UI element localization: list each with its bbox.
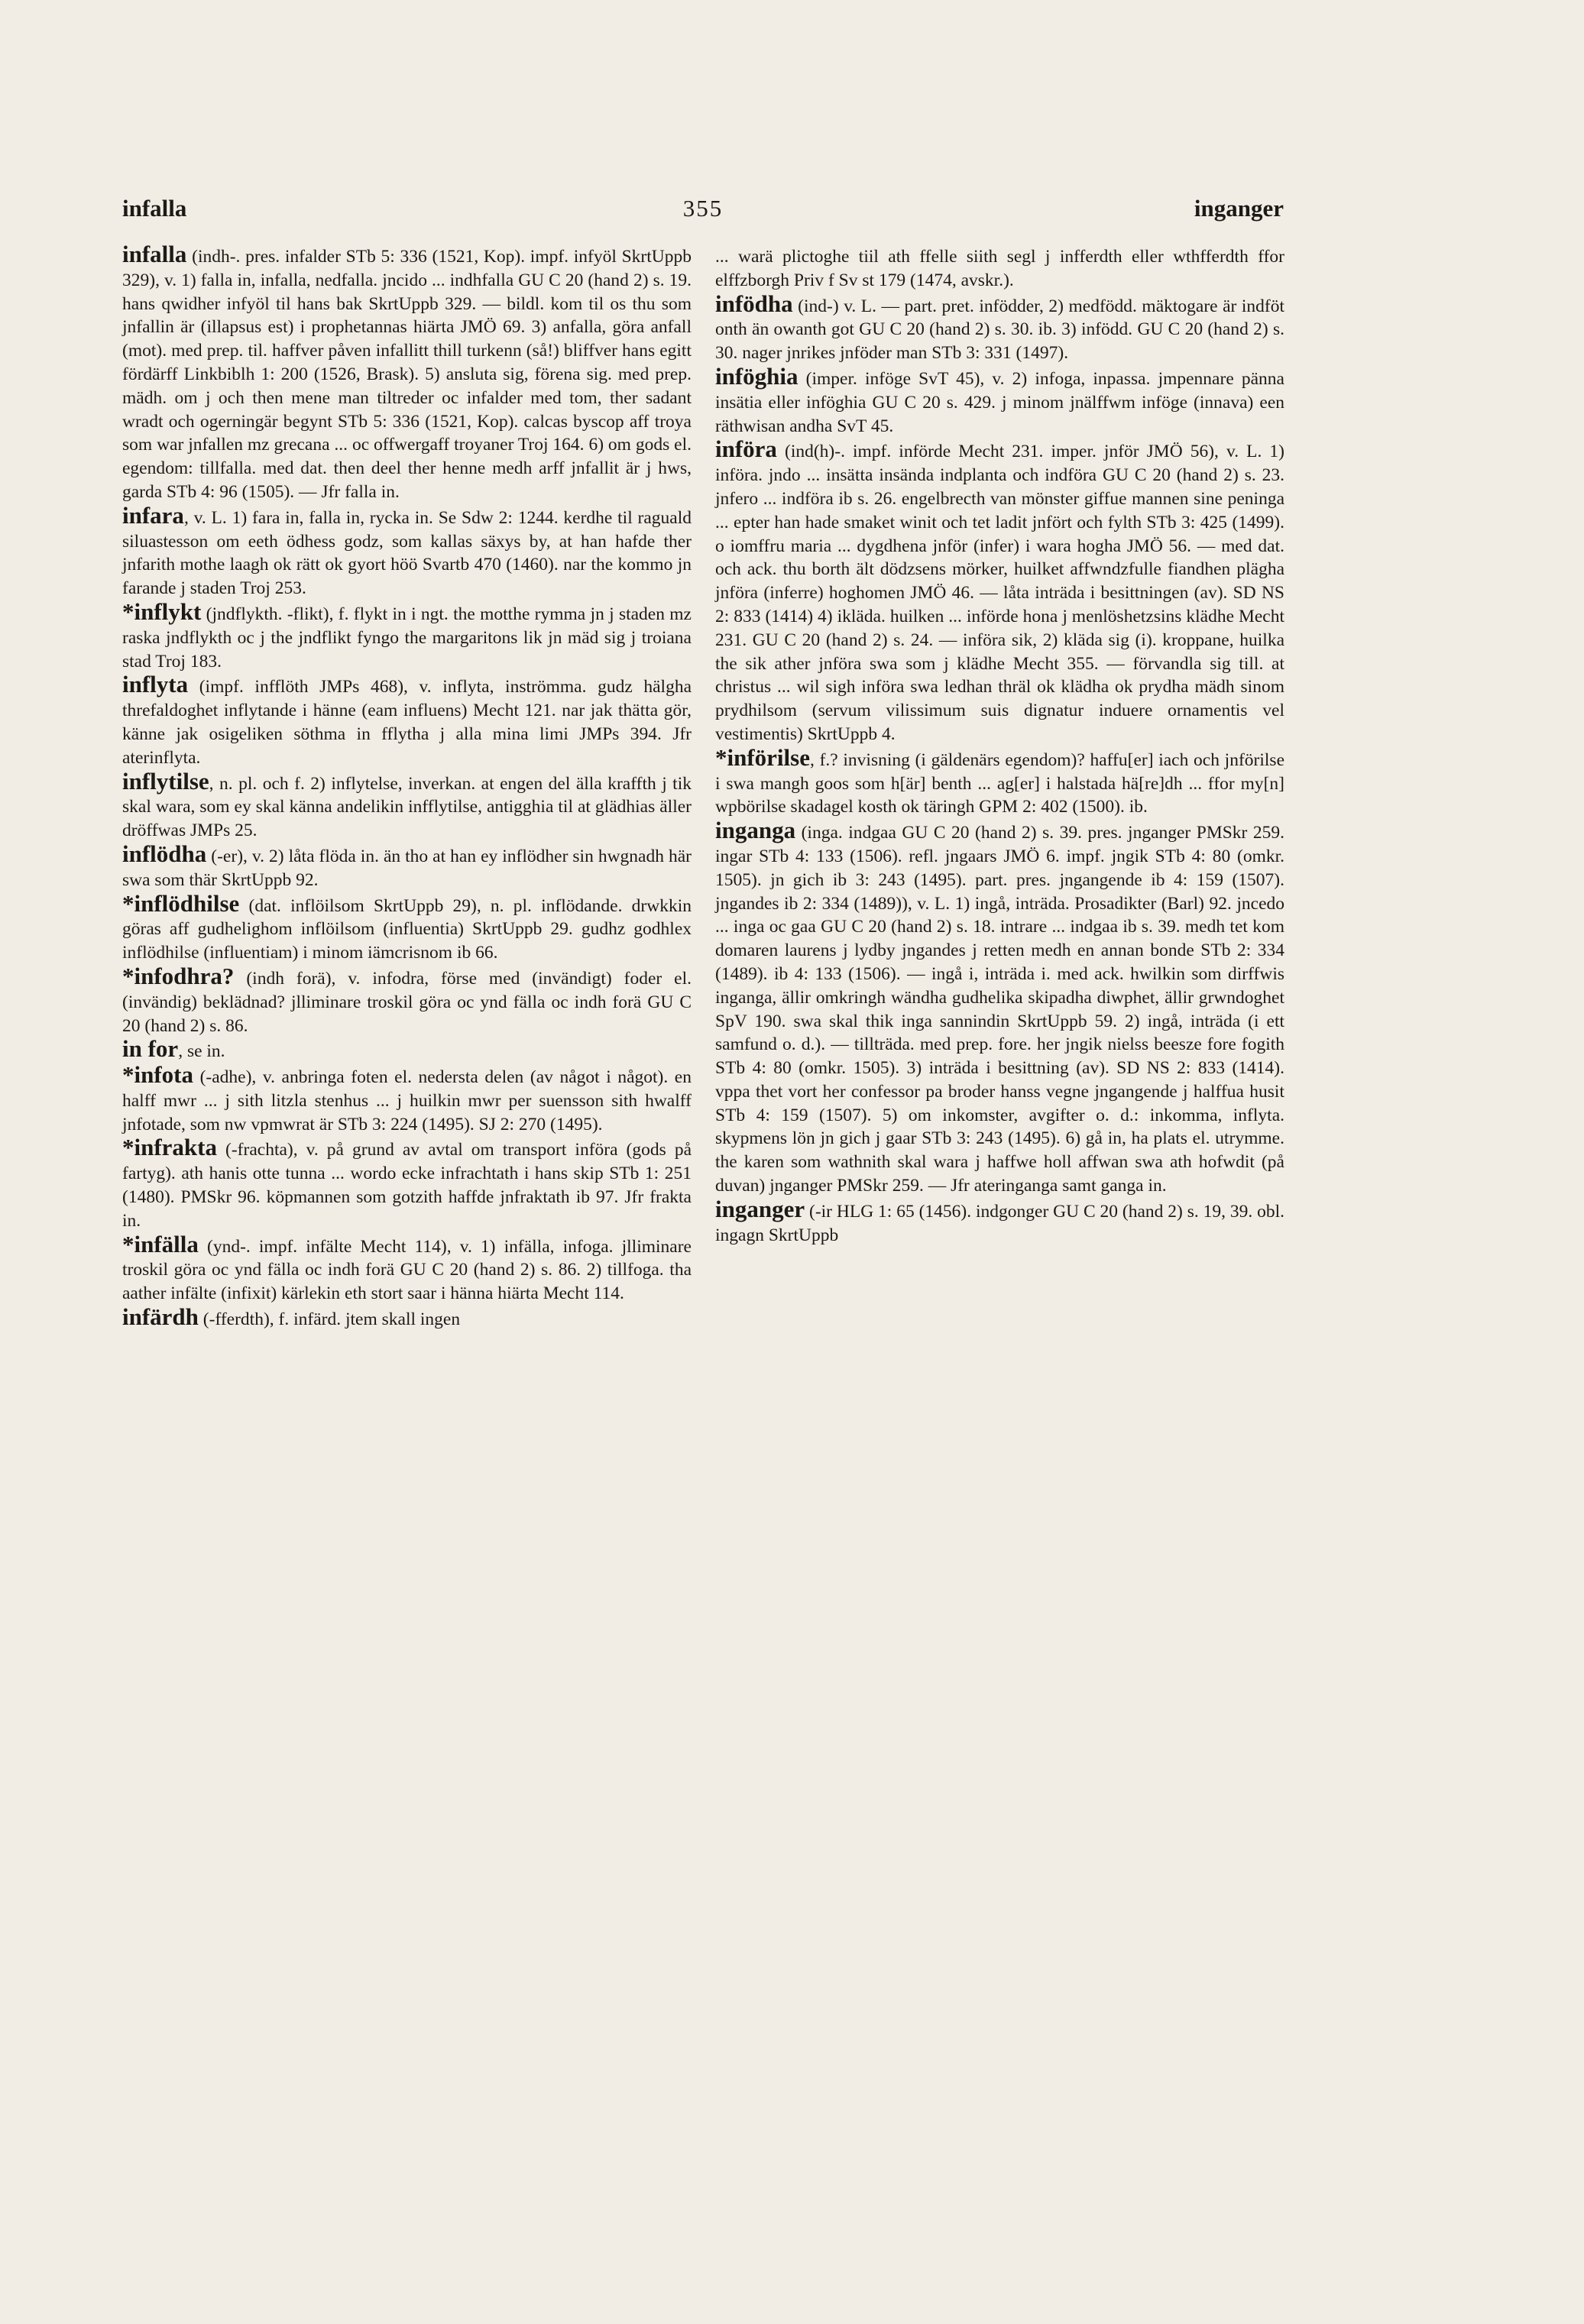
- entry-headword: in for: [122, 1035, 179, 1063]
- entry-headword: inflödha: [122, 840, 207, 867]
- right-column: [715, 243, 1284, 1247]
- entry-body: (-adhe), v. anbringa foten el. nedersta delen (av något i något). en halff mwr ... j sith litzla stenhus ... j huilkin mwr per suensson sith hwalff jnfotade, som nw vpmwrat är STb 3: 224 (1495). SJ 2: 270 (1495).: [122, 1067, 692, 1134]
- running-head-right: inganger: [1194, 195, 1284, 222]
- entry-body: , f.? invisning (i gäldenärs egendom)? haffu[er] iach och jnförilse i swa mangh goos som h[är] benth ... ag[er] i halstada hä[re]dh ... ffor my[n] wpbörilse skadagel kosth ok täringh GPM 2: 402 (1500). ib.: [715, 749, 1284, 817]
- dictionary-entry: [715, 819, 1284, 1198]
- entry-body: (jndflykth. -flikt), f. flykt in i ngt. the motthe rymma jn j staden mz raska jndflykth oc j the jndflikt fyngo the margaritons lik jn mäd sig j troiana stad Troj 183.: [122, 604, 692, 672]
- entry-headword: inganga: [715, 817, 796, 844]
- dictionary-entry: [122, 1037, 692, 1063]
- entry-headword: inföghia: [715, 362, 798, 390]
- entry-body: (dat. inflöilsom SkrtUppb 29), n. pl. inflödande. drwkkin göras aff gudhelighom inflöilsom (influentia) SkrtUppb 29. gudhz godhlex inflödhilse (influentiam) i minom iämcrisnom ib 66.: [122, 895, 692, 963]
- entry-body: (ynd-. impf. infälte Mecht 114), v. 1) infälla, infoga. jlliminare troskil göra oc ynd fälla oc indh forä GU C 20 (hand 2) s. 86. 2) tillfoga. tha aather infälte (infixit) kärlekin eth stort saar i hänna hiärta Mecht 114.: [122, 1236, 692, 1304]
- dictionary-entry: [715, 243, 1284, 293]
- running-head-left: infalla: [122, 195, 187, 222]
- dictionary-entry: [122, 1063, 692, 1136]
- entry-headword: infärdh: [122, 1303, 199, 1331]
- entry-body: , n. pl. och f. 2) inflytelse, inverkan. at engen del älla kraffth j tik skal wara, som ey skal känna andelikin infflytilse, antigghia til at glädhias äller dröffwas JMPs 25.: [122, 773, 692, 841]
- entry-body: (-er), v. 2) låta flöda in. än tho at han ey inflödher sin hwgnadh här swa som thär SkrtUppb 92.: [122, 846, 692, 890]
- entry-body: (ind(h)-. impf. införde Mecht 231. imper. jnför JMÖ 56), v. L. 1) införa. jndo ... insätta insända indplanta och indföra GU C 20 (hand 2) s. 23. jnfero ... indföra ib s. 26. engelbrecth van mönster giffue mannen sine peninga ... epter han hade smaket winit och tet ladit jnfört och fylth STb 3: 425 (1499). o iomffru maria ... dygdhena jnför (infer) i wara hogha JMÖ 56. — med dat. och ack. thu borth ält dödzsens mörker, huilket affwndzfulle fiandhen plägha jnföra (inferre) hoghomen JMÖ 46. — låta inträda i besittningen (av). SD NS 2: 833 (1414) 4) ikläda. huilken ... införde hona j menlöshetzsins klädhe Mecht 231. GU C 20 (hand 2) s. 24. — införa sik, 2) kläda sig (i). kroppane, huilka the sik ather jnföra swa som j klädhe Mecht 355. — förvandla sig till. at christus ... wil sigh införa swa ledhan thräl ok klädha ok prydha mädh sinom prydhilsom (servum vilissimum suis dignatur induere ornamentis vel vestimentis) SkrtUppb 4.: [715, 442, 1284, 744]
- entry-headword: inflytilse: [122, 767, 209, 795]
- dictionary-entry: [122, 673, 692, 769]
- dictionary-entry: [122, 767, 692, 843]
- entry-body: (indh-. pres. infalder STb 5: 336 (1521, Kop). impf. infyöl SkrtUppb 329), v. 1) falla in, infalla, nedfalla. jncido ... indhfalla GU C 20 (hand 2) s. 19. hans qwidher infyöl til hans bak SkrtUppb 329. — bildl. kom til os thu som jnfallin är (illapsus est) i prophetannas hiärta JMÖ 69. 3) anfalla, göra anfall (mot). med prep. til. haffver påven infallitt thill turkenn (så!) bliffver hans egitt fördärff Linkbiblh 1: 200 (1526, Brask). 5) ansluta sig, förena sig. med prep. mädh. om j och then mene man tiltreder oc infalder med tom, ther sadant wradt och ogerningär begynt STb 5: 336 (1521, Kop). calcas byscop aff troya som war jnfallen mz grecana ... oc offwergaff troyaner Troj 164. 6) om gods el. egendom: tillfalla. med dat. then deel ther henne medh arff jnfallit är j hws, garda STb 4: 96 (1505). — Jfr falla in.: [122, 247, 692, 502]
- entry-body: (indh forä), v. infodra, förse med (invändigt) foder el. (invändig) beklädnad? jlliminare troskil göra oc ynd fälla oc indh forä GU C 20 (hand 2) s. 86.: [122, 968, 692, 1036]
- entry-body: (ind-) v. L. — part. pret. infödder, 2) medfödd. mäktogare är indföt onth än owanth got GU C 20 (hand 2) s. 30. ib. 3) infödd. GU C 20 (hand 2) s. 30. nager jnrikes jnföder man STb 3: 331 (1497).: [715, 296, 1284, 364]
- entry-body: (inga. indgaa GU C 20 (hand 2) s. 39. pres. jnganger PMSkr 259. ingar STb 4: 133 (1506). refl. jngaars JMÖ 6. impf. jngik STb 4: 80 (omkr. 1505). jn gich ib 3: 243 (1495). part. pres. jngangende ib 4: 159 (1507). jngandes ib 2: 334 (1489)), v. L. 1) ingå, inträda. Prosadikter (Barl) 92. jncedo ... inga oc gaa GU C 20 (hand 2) s. 18. intrare ... indgaa ib s. 39. medh tet kom domaren laurens j lydby jngandes j retten medh en annan bonde STb 2: 334 (1489). ib 4: 133 (1506). — ingå i, inträda i. med ack. hwilkin som dirffwis inganga, ällir omkringh wändha gudhelika skipadha diwphet, ällir grwndoghet SpV 190. swa skal thik inga sannindin SkrtUppb 59. 2) ingå, inträda (i ett samfund o. d.). — tillträda. med prep. fore. her jngik nielss beesze fore fogith STb 4: 80 (omkr. 1505). 3) inträda i besittning (av). SD NS 2: 833 (1414). vppa thet vort her confessor pa broder hanss vegne jngangende j halffua husit STb 4: 159 (1507). 5) om inkomster, avgifter o. d.: inkomma, inflyta. skypmens lön jn gich j gaar STb 3: 243 (1495). 6) gå in, ha plats el. utrymme. the karen som wathnith skal wara j haffwe holl affwan swa ath hofwdit (på duvan) jnganger PMSkr 259. — Jfr ateringanga samt ganga in.: [715, 823, 1284, 1196]
- entry-headword: *infälla: [122, 1230, 199, 1257]
- entry-body: (impf. infflöth JMPs 468), v. inflyta, inströmma. gudz hälgha threfaldoghet inflytande i hänne (eam influens) Mecht 121. nar jak thätta gör, känne jak osigeliken söthma in fflytha j alla mina limi JMPs 394. Jfr aterinflyta.: [122, 677, 692, 768]
- entry-body: (imper. inföge SvT 45), v. 2) infoga, inpassa. jmpennare pänna insätia eller inföghia GU C 20 s. 429. j minom jnälffwm inföge (innava) een räthwisan andha SvT 45.: [715, 368, 1284, 436]
- entry-body: , v. L. 1) fara in, falla in, rycka in. Se Sdw 2: 1244. kerdhe til raguald siluastesson om eeth ödhess godz, som kallas säxys by, at han hafde ther jnfarith mothe laagh ok rätt ok gyort höö Svartb 470 (1460). nar the kommo jn farande j staden Troj 253.: [122, 507, 692, 599]
- entry-headword: *infodhra?: [122, 962, 235, 989]
- entry-headword: *inflödhilse: [122, 889, 240, 917]
- dictionary-entry: [715, 435, 1284, 746]
- dictionary-entry: [122, 840, 692, 892]
- entry-headword: inganger: [715, 1195, 805, 1222]
- dictionary-entry: [122, 889, 692, 965]
- dictionary-entry: [122, 597, 692, 673]
- dictionary-entry: [122, 1303, 692, 1332]
- entry-headword: *inflykt: [122, 597, 202, 625]
- entry-headword: infara: [122, 501, 184, 529]
- entry-body: (-fferdth), f. infärd. jtem skall ingen: [198, 1309, 461, 1330]
- entry-body: (-ir HLG 1: 65 (1456). indgonger GU C 20 (hand 2) s. 19, 39. obl. ingagn SkrtUppb: [715, 1201, 1285, 1245]
- left-column: [122, 243, 692, 1332]
- entry-headword: *införilse: [715, 743, 810, 771]
- entry-headword: *infota: [122, 1061, 193, 1089]
- dictionary-entry: [715, 1195, 1285, 1248]
- dictionary-entry: [715, 743, 1284, 819]
- dictionary-entry: [122, 962, 692, 1037]
- entry-body: ... warä plictoghe tiil ath ffelle siith segl j infferdth eller wthfferdth ffor elffzborgh Priv f Sv st 179 (1474, avskr.).: [715, 247, 1284, 290]
- page-header: [122, 195, 1284, 225]
- page-number: 355: [682, 195, 724, 222]
- dictionary-entry: [122, 501, 692, 600]
- entry-headword: införa: [715, 435, 777, 463]
- dictionary-entry: [122, 1230, 692, 1306]
- entry-body: , se in.: [178, 1041, 225, 1062]
- dictionary-entry: [122, 1136, 692, 1232]
- entry-body: (-frachta), v. på grund av avtal om transport införa (gods på fartyg). ath hanis otte tunna ... wordo ecke infrachtath i hans skip STb 1: 251 (1480). PMSkr 96. köpmannen som gotzith haffde jnfraktath ib 97. Jfr frakta in.: [122, 1140, 692, 1231]
- dictionary-entry: [715, 362, 1284, 438]
- dictionary-entry: [122, 243, 692, 504]
- entry-headword: inflyta: [122, 671, 189, 698]
- entry-headword: infalla: [122, 241, 187, 267]
- entry-headword: *infrakta: [122, 1134, 217, 1161]
- dictionary-entry: [715, 290, 1284, 365]
- entry-headword: infödha: [715, 290, 793, 317]
